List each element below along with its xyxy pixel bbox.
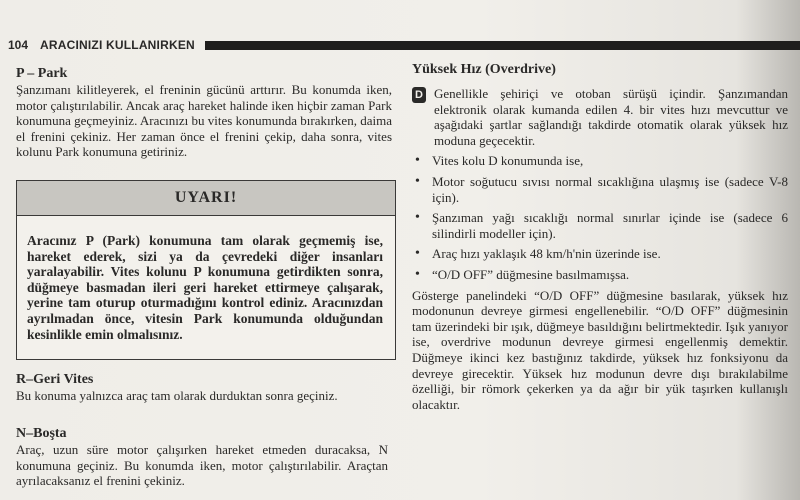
overdrive-section <box>412 62 788 412</box>
list-item: • Araç hızı yaklaşık 48 km/h'nin üzerinde ise. <box>412 246 788 262</box>
list-item: • Şanzıman yağı sıcaklığı normal sınırlar içinde ise (sadece 6 silindirli modeller için). <box>412 210 788 241</box>
list-item: • Motor soğutucu sıvısı normal sıcaklığına ulaşmış ise (sadece V-8 için). <box>412 174 788 205</box>
section-title: ARACINIZI KULLANIRKEN <box>40 38 195 52</box>
overdrive-outro-text: Gösterge panelindeki “O/D OFF” düğmesine basılarak, yüksek hız modonunun devreye girmesi engellenebilir. “O/D OFF” düğmesinin tam üzerindeki bir ışık, düğmeye basıldığını belirtmektedir. Işık yanıyor ise, overdrive modunun devreye girmesi engellenmiş demektir. Düğmeye ikinci kez bastığınız takdirde, yüksek hız fonksiyonu da devreye girecektir. Yüksek hız modunun devre dışı bırakılabilme özelliği, bir römork çekerken ya da ağır bir yük taşırken kullanışlı olacaktır. <box>412 287 788 412</box>
list-item: • Vites kolu D konumunda ise, <box>412 153 788 169</box>
overdrive-d-icon: D <box>412 87 426 103</box>
page-number: 104 <box>8 38 29 52</box>
neutral-heading: N–Boşta <box>16 426 67 441</box>
overdrive-intro-text: Genellikle şehiriçi ve otoban sürüşü içindir. Şanzımandan elektronik olarak kumanda edilen 4. bir vites hızı mevcuttur ve aşağıdaki şartlar sağlandığı takdirde otomatik olarak yüksek hız moduna geçecektir. <box>434 86 788 148</box>
page-header <box>8 37 800 53</box>
park-heading: P – Park <box>16 66 68 81</box>
park-section <box>16 66 392 160</box>
warning-box <box>16 180 396 360</box>
header-rule <box>205 41 800 50</box>
neutral-text: Araç, uzun süre motor çalışırken hareket etmeden duracaksa, N konumuna geçiniz. Bu konumda iken, motor çalıştırılabilir. Araçtan ayrılacaksanız el frenini çekiniz. <box>16 442 388 489</box>
overdrive-conditions-list <box>412 153 788 282</box>
neutral-section <box>16 426 388 489</box>
reverse-section <box>16 372 388 404</box>
warning-title: UYARI! <box>17 181 395 216</box>
list-item: • “O/D OFF” düğmesine basılmamışsa. <box>412 267 788 283</box>
reverse-text: Bu konuma yalnızca araç tam olarak durduktan sonra geçiniz. <box>16 388 338 403</box>
overdrive-intro <box>412 86 788 148</box>
warning-text: Aracınız P (Park) konumuna tam olarak geçmemiş ise, hareket ederek, sizi ya da çevredeki diğer insanları yaralayabilir. Vites kolunu P konumuna getirdikten sonra, düğmeye basmadan ileri geri hareket ettirmeye çalışarak, yerine tam oturup oturmadığını kontrol ediniz. Aracınızdan ayrılmadan önce, vitesin Park konumunda olduğundan kesinlikle emin olmalısınız. <box>27 233 383 342</box>
park-text: Şanzımanı kilitleyerek, el freninin gücünü arttırır. Bu konumda iken, motor çalıştırılabilir. Ancak araç hareket halinde iken hiçbir zaman Park konumuna geçmeyiniz. Aracınızı bu vites konumunda bırakırken, daima el frenini çekiniz. Her zaman önce el frenini çekip, daha sonra, vites kolunu Park konumuna getiriniz. <box>16 82 392 160</box>
overdrive-heading: Yüksek Hız (Overdrive) <box>412 62 556 77</box>
reverse-heading: R–Geri Vites <box>16 372 94 387</box>
